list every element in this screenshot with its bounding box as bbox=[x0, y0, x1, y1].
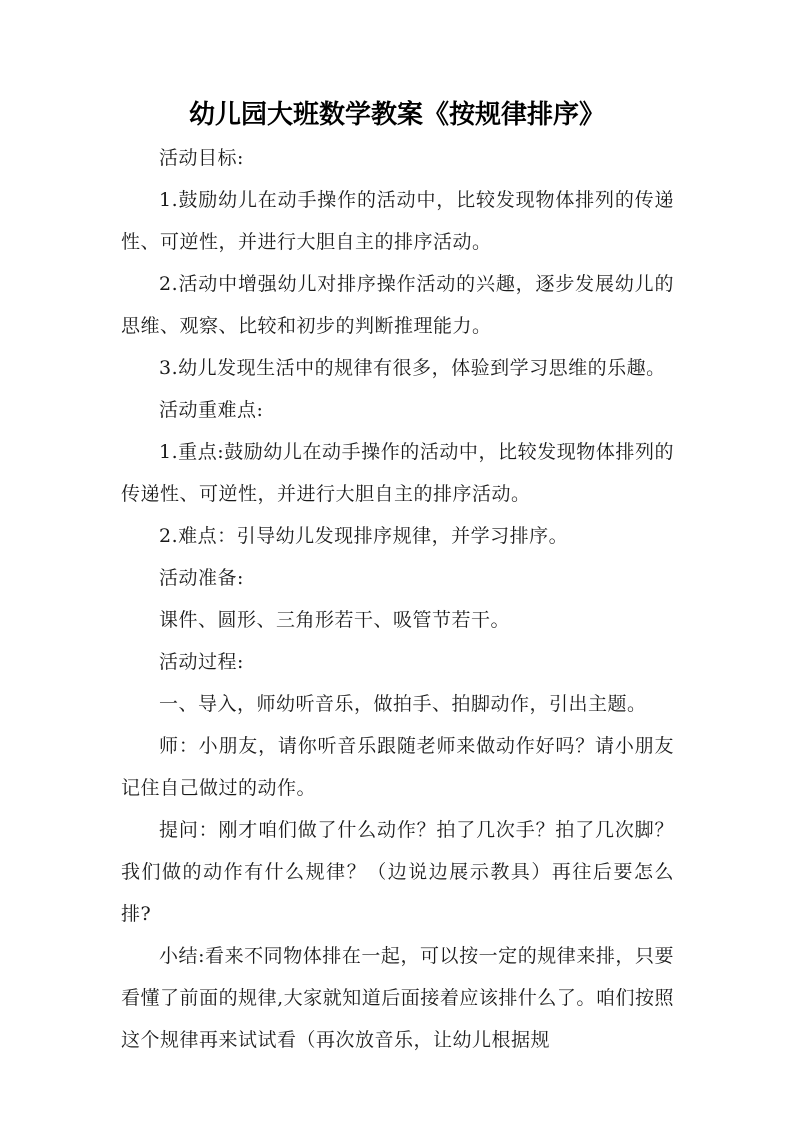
section-heading-preparation: 活动准备: bbox=[159, 567, 244, 589]
document-body bbox=[121, 137, 674, 1061]
objective-paragraph: 3.幼儿发现生活中的规律有很多，体验到学习思维的乐趣。 bbox=[159, 357, 666, 379]
process-paragraph: 一、导入，师幼听音乐，做拍手、拍脚动作，引出主题。 bbox=[159, 693, 647, 715]
process-paragraph: 师：小朋友，请你听音乐跟随老师来做动作好吗？请小朋友记住自己做过的动作。 bbox=[121, 735, 674, 799]
preparation-paragraph: 课件、圆形、三角形若干、吸管节若干。 bbox=[159, 609, 511, 631]
objective-paragraph: 2.活动中增强幼儿对排序操作活动的兴趣，逐步发展幼儿的思维、观察、比较和初步的判断推理能力。 bbox=[121, 273, 674, 337]
process-paragraph: 小结:看来不同物体排在一起，可以按一定的规律来排，只要看懂了前面的规律,大家就知道后面接着应该排什么了。咱们按照这个规律再来试试看（再次放音乐，让幼儿根据规 bbox=[121, 945, 674, 1051]
document-title: 幼儿园大班数学教案《按规律排序》 bbox=[188, 100, 605, 130]
key-point-paragraph: 1.重点:鼓励幼儿在动手操作的活动中，比较发现物体排列的传递性、可逆性，并进行大胆自主的排序活动。 bbox=[121, 441, 674, 505]
process-paragraph: 提问：刚才咱们做了什么动作？拍了几次手？拍了几次脚？我们做的动作有什么规律？（边说边展示教具）再往后要怎么排? bbox=[121, 819, 674, 925]
section-heading-process: 活动过程: bbox=[159, 651, 244, 673]
section-heading-objectives: 活动目标: bbox=[159, 147, 244, 169]
key-point-paragraph: 2.难点：引导幼儿发现排序规律，并学习排序。 bbox=[159, 525, 569, 547]
objective-paragraph: 1.鼓励幼儿在动手操作的活动中，比较发现物体排列的传递性、可逆性，并进行大胆自主的排序活动。 bbox=[121, 189, 674, 253]
section-heading-key-points: 活动重难点: bbox=[159, 399, 264, 421]
